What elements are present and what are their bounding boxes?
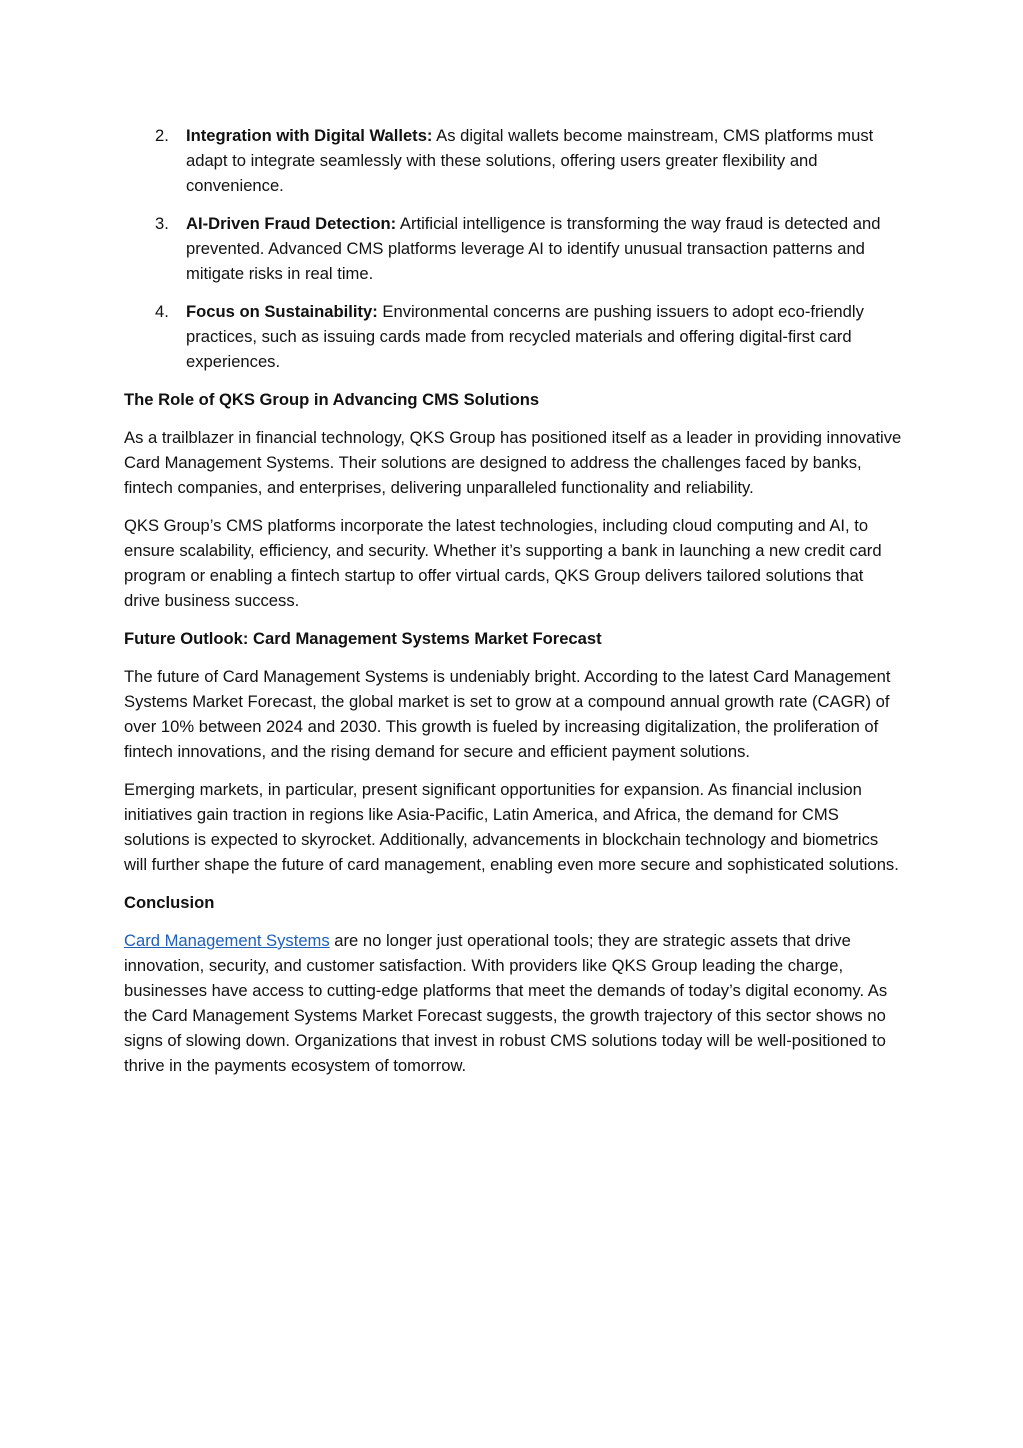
conclusion-paragraph [124,928,902,1078]
document-page [124,123,902,1091]
paragraph: Emerging markets, in particular, present significant opportunities for expansion. As financial inclusion initiatives gain traction in regions like Asia-Pacific, Latin America, and Africa, the demand for CMS solutions is expected to skyrocket. Additionally, advancements in blockchain technology and biometrics will further shape the future of card management, enabling even more secure and sophisticated solutions. [124,780,899,874]
list-item-title: Integration with Digital Wallets: [186,126,433,145]
list-number: 4. [155,302,169,321]
list-item [124,211,902,286]
list-item [124,299,902,374]
numbered-list [124,123,902,374]
paragraph: As a trailblazer in financial technology, QKS Group has positioned itself as a leader in providing innovative Card Management Systems. Their solutions are designed to address the challenges faced by banks, fintech companies, and enterprises, delivering unparalleled functionality and reliability. [124,428,902,497]
conclusion-text: are no longer just operational tools; they are strategic assets that drive innovation, security, and customer satisfaction. With providers like QKS Group leading the charge, businesses have access to cutting-edge platforms that meet the demands of today’s digital economy. As the Card Management Systems Market Forecast suggests, the growth trajectory of this sector shows no signs of slowing down. Organizations that invest in robust CMS solutions today will be well-positioned to thrive in the payments ecosystem of tomorrow. [124,931,888,1075]
list-item [124,123,902,198]
section-heading-conclusion: Conclusion [124,893,215,912]
paragraph: The future of Card Management Systems is undeniably bright. According to the latest Card Management Systems Market Forecast, the global market is set to grow at a compound annual growth rate (CAGR) of over 10% between 2024 and 2030. This growth is fueled by increasing digitalization, the proliferation of fintech innovations, and the rising demand for secure and efficient payment solutions. [124,667,891,761]
section-heading-future: Future Outlook: Card Management Systems Market Forecast [124,629,602,648]
list-item-text: Artificial intelligence is transforming the way fraud is detected and prevented. Advanced CMS platforms leverage AI to identify unusual transaction patterns and mitigate risks in real time. [186,214,881,283]
list-item-text: As digital wallets become mainstream, CMS platforms must adapt to integrate seamlessly with these solutions, offering users greater flexibility and convenience. [186,126,874,195]
paragraph: QKS Group’s CMS platforms incorporate the latest technologies, including cloud computing and AI, to ensure scalability, efficiency, and security. Whether it’s supporting a bank in launching a new credit card program or enabling a fintech startup to offer virtual cards, QKS Group delivers tailored solutions that drive business success. [124,516,882,610]
section-heading-qks: The Role of QKS Group in Advancing CMS Solutions [124,390,540,409]
list-item-title: AI-Driven Fraud Detection: [186,214,397,233]
list-number: 3. [155,214,169,233]
list-item-title: Focus on Sustainability: [186,302,378,321]
list-number: 2. [155,126,169,145]
list-item-text: Environmental concerns are pushing issuers to adopt eco-friendly practices, such as issuing cards made from recycled materials and offering digital-first card experiences. [186,302,864,371]
card-management-systems-link[interactable]: Card Management Systems [124,931,330,950]
